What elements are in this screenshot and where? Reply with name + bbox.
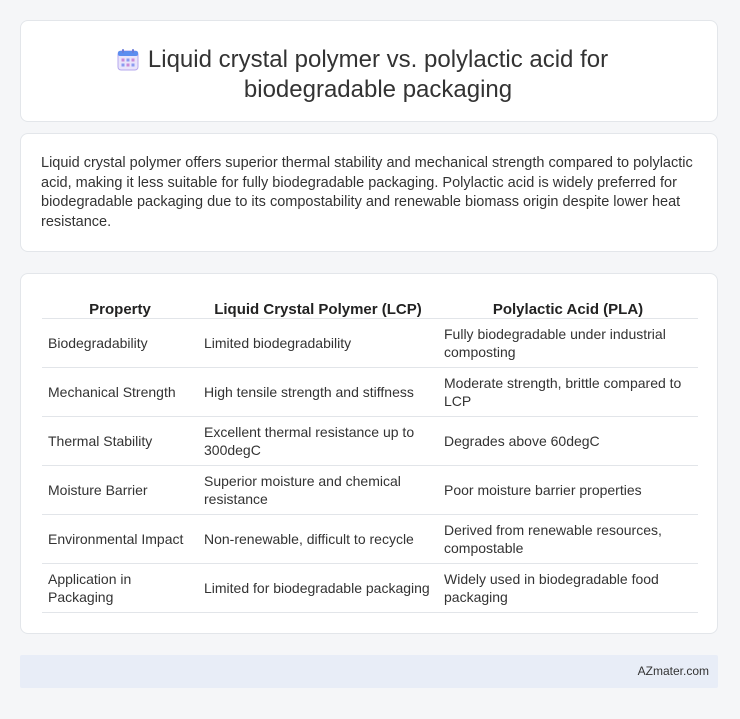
column-header-property: Property bbox=[42, 294, 198, 319]
comparison-table bbox=[42, 294, 698, 613]
calendar-icon bbox=[117, 49, 139, 71]
table-row bbox=[42, 368, 698, 417]
pla-cell: Moderate strength, brittle compared to LCP bbox=[438, 368, 698, 417]
page-title: Liquid crystal polymer vs. polylactic acid for biodegradable packaging bbox=[147, 46, 609, 103]
table-row bbox=[42, 417, 698, 466]
property-cell: Biodegradability bbox=[42, 319, 198, 368]
property-cell: Environmental Impact bbox=[42, 515, 198, 564]
lcp-cell: Non-renewable, difficult to recycle bbox=[198, 515, 438, 564]
column-header-pla: Polylactic Acid (PLA) bbox=[438, 294, 698, 319]
pla-cell: Fully biodegradable under industrial composting bbox=[438, 319, 698, 368]
footer-brand[interactable]: AZmater.com bbox=[637, 664, 709, 678]
table-row bbox=[42, 564, 698, 613]
pla-cell: Degrades above 60degC bbox=[438, 417, 698, 466]
footer-bar bbox=[20, 655, 718, 688]
table-header-row bbox=[42, 294, 698, 319]
pla-cell: Widely used in biodegradable food packaging bbox=[438, 564, 698, 613]
property-cell: Moisture Barrier bbox=[42, 466, 198, 515]
property-cell: Application in Packaging bbox=[42, 564, 198, 613]
comparison-card bbox=[20, 273, 718, 634]
table-row bbox=[42, 515, 698, 564]
lcp-cell: Limited for biodegradable packaging bbox=[198, 564, 438, 613]
pla-cell: Derived from renewable resources, compostable bbox=[438, 515, 698, 564]
pla-cell: Poor moisture barrier properties bbox=[438, 466, 698, 515]
column-header-lcp: Liquid Crystal Polymer (LCP) bbox=[198, 294, 438, 319]
property-cell: Thermal Stability bbox=[42, 417, 198, 466]
summary-text: Liquid crystal polymer offers superior thermal stability and mechanical strength compared to polylactic acid, making it less suitable for fully biodegradable packaging. Polylactic acid is widely preferred for biodegradable packaging due to its compostability and renewable biomass origin despite lower heat resistance. bbox=[41, 155, 693, 230]
lcp-cell: Superior moisture and chemical resistance bbox=[198, 466, 438, 515]
lcp-cell: High tensile strength and stiffness bbox=[198, 368, 438, 417]
table-row bbox=[42, 466, 698, 515]
title-wrap bbox=[21, 45, 717, 105]
property-cell: Mechanical Strength bbox=[42, 368, 198, 417]
summary-card bbox=[20, 133, 718, 252]
table-row bbox=[42, 319, 698, 368]
lcp-cell: Limited biodegradability bbox=[198, 319, 438, 368]
title-card bbox=[20, 20, 718, 122]
lcp-cell: Excellent thermal resistance up to 300degC bbox=[198, 417, 438, 466]
